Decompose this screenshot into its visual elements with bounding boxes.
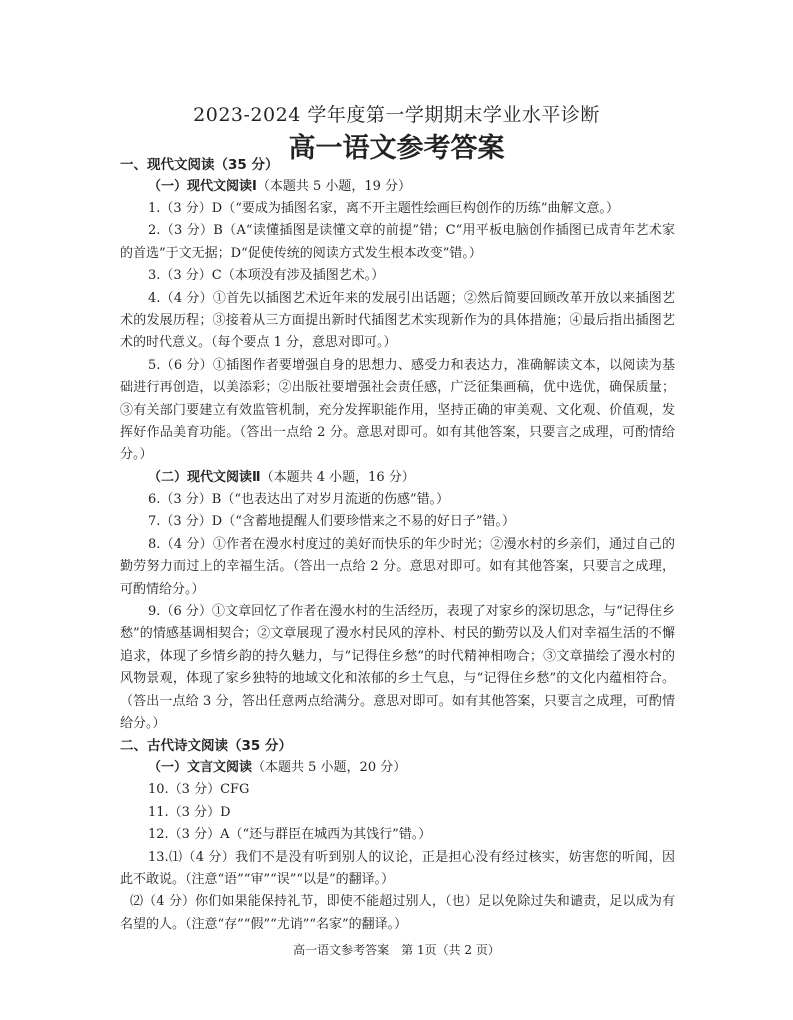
answer-q9: 9.（6 分）①文章回忆了作者在漫水村的生活经历，表现了对家乡的深切思念，与“记得住乡愁”的情感基调相契合；②文章展现了漫水村民风的淳朴、村民的勤劳以及人们对幸福生活的不懈追求，体现了乡情乡韵的持久魅力，与“记得住乡愁”的时代精神相吻合；③文章描绘了漫水村的风物景观，体现了家乡独特的地域文化和浓郁的乡土气息，与“记得住乡愁”的文化内蕴相符合。（答出一点给 3 分，答出任意两点给满分。意思对即可。如有其他答案，只要言之成理，可酌情给分。） (120, 603, 675, 731)
answer-q10: 10.（3 分）CFG (148, 782, 250, 798)
answer-q12: 12.（3 分）A（“还与群臣在城西为其饯行”错。） (148, 827, 432, 843)
subsection-note: （本题共 4 小题，16 分） (260, 469, 415, 485)
answer-q4: 4.（4 分）①首先以插图艺术近年来的发展引出话题；②然后简要回顾改革开放以来插图艺术的发展历程；③接着从三方面提出新时代插图艺术实现新作为的具体措施；④最后指出插图艺术的时代意义。（每个要点 1 分，意思对即可。） (120, 290, 675, 351)
answer-q13-2: ⑵（4 分）你们如果能保持礼节，即使不能超过别人，（也）足以免除过失和谴责，足以成为有名望的人。（注意“存”“假”“尤诮”“名家”的翻译。） (120, 894, 675, 932)
subsection-note: （本题共 5 小题，20 分） (252, 760, 407, 776)
answer-q1: 1.（3 分）D（“要成为插图名家，离不开主题性绘画巨构创作的历练”曲解文意。） (148, 201, 620, 216)
answer-q2: 2.（3 分）B（A“读懂插图是读懂文章的前提”错；C“用平板电脑创作插图已成青年艺术家的首选”于文无据；D“促使传统的阅读方式发生根本改变”错。） (120, 223, 675, 261)
subsection-note: （本题共 5 小题，19 分） (256, 179, 412, 194)
answer-q13-1: 13.⑴（4 分）我们不是没有听到别人的议论，正是担心没有经过核实，妨害您的听闻，因此不敢说。（注意“语”“审”“误”“以是”的翻译。） (120, 849, 675, 887)
page-footer: 高一语文参考答案 第 1页（共 2 页） (293, 943, 500, 957)
document-title: 高一语文参考答案 (288, 133, 505, 164)
section-heading-modern-reading: 一、现代文阅读（35 分） (120, 157, 279, 173)
answer-q8: 8.（4 分）①作者在漫水村度过的美好而快乐的年少时光；②漫水村的乡亲们，通过自己的勤劳努力而过上的幸福生活。（答出一点给 2 分。意思对即可。如有其他答案，只要言之成理，可酌情给分。） (120, 536, 675, 597)
answer-content (120, 154, 675, 936)
subsection-title: （一）文言文阅读 (148, 760, 253, 776)
answer-q3: 3.（3 分）C（本项没有涉及插图艺术。） (148, 268, 385, 284)
subsection-modern-reading-1 (120, 176, 675, 198)
section-heading-classical-reading: 二、古代诗文阅读（35 分） (120, 738, 292, 755)
subsection-classical-prose (120, 757, 675, 779)
subsection-title: （二）现代文阅读Ⅱ (148, 469, 261, 485)
exam-title: 2023-2024 学年度第一学期期末学业水平诊断 (193, 104, 600, 126)
answer-q11: 11.（3 分）D (148, 804, 231, 820)
answer-q5: 5.（6 分）①插图作者要增强自身的思想力、感受力和表达力，准确解读文本，以阅读为基础进行再创造，以美添彩；②出版社要增强社会责任感，广泛征集画稿，优中选优，确保质量；③有关部门要建立有效监管机制，充分发挥职能作用，坚持正确的审美观、文化观、价值观，发挥好作品美育功能。（答出一点给 2 分。意思对即可。如有其他答案，只要言之成理，可酌情给分。） (120, 357, 675, 463)
answer-q6: 6.（3 分）B（“也表达出了对岁月流逝的伤感”错。） (148, 491, 450, 507)
subsection-title: （一）现代文阅读Ⅰ (148, 179, 257, 194)
answer-q7: 7.（3 分）D（“含蓄地提醒人们要珍惜来之不易的好日子”错。） (148, 514, 516, 530)
subsection-modern-reading-2 (120, 467, 675, 489)
